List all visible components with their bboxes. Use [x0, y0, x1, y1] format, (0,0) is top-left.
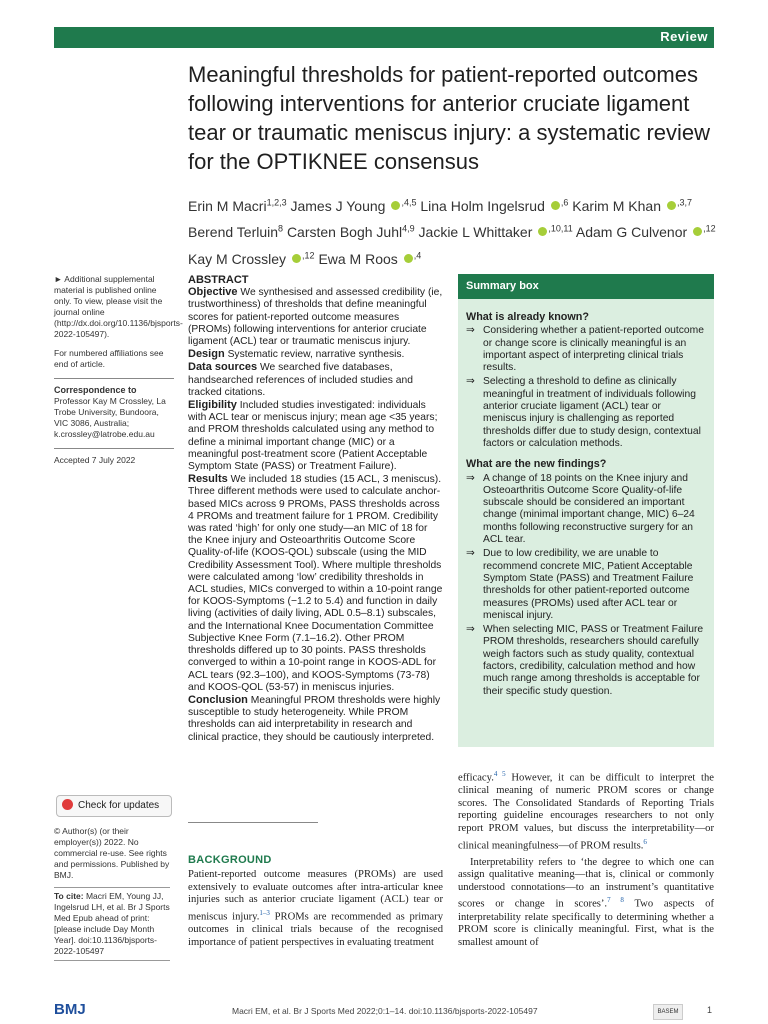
abstract: [188, 274, 443, 744]
right-p2a: Interpretability refers to ‘the degree to which one can assign qualitative meaning—that is, clinical or commonly understood connotations—to an instrument’s quantitative scores or change in scores’.: [458, 856, 714, 910]
background-p1: Patient-reported outcome measures (PROMs) are used extensively to evaluate outcomes after intra-articular knee injuries such as anterior cruciate ligament (ACL) tear or meniscus injury.: [188, 869, 443, 923]
author-entry: [290, 198, 416, 214]
author-affiliation: ,12: [703, 223, 716, 234]
check-updates-button[interactable]: [56, 795, 172, 817]
page-number: 1: [707, 1005, 713, 1015]
copyright-note: © Author(s) (or their employer(s)) 2022. No commercial re-use. See rights and permissions. Published by BMJ.: [54, 826, 170, 880]
background-text: [188, 869, 443, 949]
author-entry: [318, 251, 421, 267]
author-entry: [188, 198, 287, 214]
author-affiliation: ,4: [413, 250, 422, 261]
section-bar: [54, 27, 714, 48]
check-updates-label: Check for updates: [78, 800, 160, 811]
orcid-icon[interactable]: [551, 201, 560, 210]
author-affiliation: ,4,5: [401, 197, 417, 207]
supplemental-note: ► Additional supplemental material is published online only. To view, please visit the journal online (http://dx.doi.org/10.1136/bjsports-2022-105497).: [54, 274, 183, 339]
cite-text: Macri EM, Young JJ, Ingelsrud LH, et al. Br J Sports Med Epub ahead of print: [please include Day Month Year]. doi:10.1136/bjsports-2022-105497: [54, 891, 170, 956]
background-heading: BACKGROUND: [188, 854, 272, 866]
sidebar: [54, 274, 183, 474]
objective-text: We synthesised and assessed credibility (ie, trustworthiness) of thresholds that define meaningful scores for patient-reported outcome measures (PROMs) following interventions for anterior cruciate ligament (ACL) tear or traumatic meniscus injury.: [188, 287, 443, 348]
right-p1a: efficacy.: [458, 772, 494, 784]
orcid-icon[interactable]: [538, 227, 547, 236]
author-name: Ewa M Roos: [318, 250, 398, 267]
known-heading: What is already known?: [466, 311, 589, 323]
crossmark-icon: [62, 799, 73, 810]
right-p2b: Two aspects of interpretability relate specifically to determining whether a PROM score is clinically meaningful. First, what is the smallest amount of: [458, 898, 714, 948]
cite-heading: To cite:: [54, 891, 84, 901]
results-text: We included 18 studies (15 ACL, 3 meniscus). Three different methods were used to calculate anchor-based MICs across 9 PROMs, PASS thresholds across 4 PROMs and treatment failure for 1 PROM. Credibility was rated ‘high’ for only one study—an MIC of 18 for the Knee injury and Osteoarthritis Outcome Score Quality-of-life (KOOS-QOL) subscale (using the MID Credibility Assessment Tool). Where multiple thresholds were calculated among ‘low’ credibility thresholds in ACL studies, MICs converged to within a 10-point range for KOOS-Symptoms (−1.2 to 5.4) and function in daily living (activities of daily living, ADL 0.5–8.1) subscales, and the International Knee Documentation Committee Subjective Knee Form (7.1–16.2). Other PROM thresholds differed up to 30 points. PASS thresholds converged to within a 10-point range in KOOS-ADL for ACL tears (92.3–100), and KOOS-Symptoms (73-78) and KOOS-QOL (53-57) in meniscus injuries.: [188, 474, 443, 693]
list-item: ⇒ Selecting a threshold to define as clinically meaningful in treatment of individuals following anterior cruciate ligament (ACL) tear or meniscus injury is challenging as reported thresholds differ due to study design, contextual factors or calculation methods.: [466, 376, 706, 450]
new-heading: What are the new findings?: [466, 458, 607, 471]
orcid-icon[interactable]: [667, 201, 676, 210]
cite-box: [54, 887, 170, 961]
summary-box: [458, 274, 714, 747]
author-entry: [287, 224, 415, 240]
reference-link[interactable]: 7 8: [607, 896, 624, 905]
sidebar-divider: [54, 448, 174, 449]
list-item: ⇒ A change of 18 points on the Knee injury and Osteoarthritis Outcome Score Quality-of-life subscale should be considered an important change (minimal important change, MIC) 6–24 months following reconstructive surgery for an ACL tear.: [466, 473, 706, 547]
author-name: Carsten Bogh Juhl: [286, 224, 403, 241]
reference-link[interactable]: 6: [643, 837, 647, 846]
orcid-icon[interactable]: [404, 254, 413, 263]
author-name: Karim M Khan: [572, 197, 661, 214]
sources-text: We searched five databases, handsearched references of included studies and tracked citations.: [188, 362, 413, 398]
summary-heading: Summary box: [458, 274, 714, 299]
article-title: Meaningful thresholds for patient-reported outcomes following interventions for anterior cruciate ligament tear or traumatic meniscus injury: a systematic review for the OPTIKNEE consensus: [188, 62, 711, 174]
author-affiliation: ,3,7: [676, 197, 692, 207]
sidebar-divider: [54, 378, 174, 379]
sources-label: Data sources: [188, 361, 258, 374]
author-name: Berend Terluin: [188, 224, 279, 241]
orcid-icon[interactable]: [693, 227, 702, 236]
author-affiliation: 1,2,3: [266, 197, 287, 207]
author-entry: [420, 198, 568, 214]
author-affiliation: 8: [278, 223, 284, 234]
author-affiliation: ,12: [302, 250, 315, 261]
right-p1b: However, it can be difficult to interpret the clinical meaning of numeric PROM scores or change scores. The Consolidated Standards of Reporting Trials reporting guideline encourages researchers to not only report PROM values, but discuss the interpretability—or clinical meaningfulness—of PROM results.: [458, 772, 714, 852]
footer-citation: Macri EM, et al. Br J Sports Med 2022;0:1–14. doi:10.1136/bjsports-2022-105497: [232, 1006, 538, 1016]
reference-link[interactable]: 4 5: [493, 770, 506, 778]
author-entry: [572, 198, 692, 214]
section-label: Review: [660, 29, 708, 44]
author-entry: [419, 224, 573, 240]
conclusion-text: Meaningful PROM thresholds were highly susceptible to study heterogeneity. While PROM thresholds can aid interpretability in research and clinical practice, they should be cautiously interpreted.: [188, 694, 441, 743]
list-item: ⇒ Due to low credibility, we are unable to recommend concrete MIC, Patient Acceptable Symptom State (PASS) and Treatment Failure thresholds for other patient-reported outcome measures (PROMs) used after ACL tear or meniscal injury.: [466, 548, 706, 622]
orcid-icon[interactable]: [292, 254, 301, 263]
author-affiliation: ,10,11: [548, 223, 573, 234]
list-item: ⇒ Considering whether a patient-reported outcome or change score is clinically meaningful is an important aspect of interpreting clinical trials results.: [466, 325, 706, 374]
eligibility-text: Included studies investigated: individuals with ACL tear or meniscus injury; mean age <35 years; and PROM thresholds calculated using any method to define a minimal important change (MIC) or a meaningful post-treatment score (Patient Acceptable Symptom State (PASS) or Treatment Failure).: [188, 400, 438, 473]
author-entry: [188, 251, 315, 267]
correspondence-heading: Correspondence to: [54, 385, 137, 395]
author-affiliation: ,6: [560, 197, 569, 207]
design-text: Systematic review, narrative synthesis.: [227, 349, 405, 361]
author-entry: [576, 224, 716, 240]
author-name: Adam G Culvenor: [575, 224, 688, 241]
accepted-date: Accepted 7 July 2022: [54, 455, 136, 465]
author-entry: [188, 224, 283, 240]
author-name: Erin M Macri: [188, 197, 267, 214]
results-label: Results: [188, 473, 228, 486]
author-name: Kay M Crossley: [188, 250, 287, 267]
bmj-logo: BMJ: [54, 1001, 86, 1018]
abstract-heading: ABSTRACT: [188, 274, 249, 286]
affiliations-note: For numbered affiliations see end of article.: [54, 348, 164, 369]
background-p1b: PROMs are recommended as primary outcomes in clinical trials because of the recognised importance of patient perspectives in evaluating treatment: [188, 911, 443, 948]
orcid-icon[interactable]: [391, 201, 400, 210]
objective-label: Objective: [188, 286, 238, 299]
new-list: [466, 473, 706, 698]
conclusion-label: Conclusion: [188, 693, 248, 706]
list-item: ⇒ When selecting MIC, PASS or Treatment Failure PROM thresholds, researchers should carefully weigh factors such as study quality, contextual factors, credibility, calculation method and how much range among thresholds is acceptable for their specific study question.: [466, 624, 706, 698]
author-name: James J Young: [290, 197, 386, 214]
author-name: Jackie L Whittaker: [418, 224, 533, 241]
author-affiliation: 4,9: [402, 223, 415, 234]
eligibility-label: Eligibility: [188, 399, 237, 412]
author-name: Lina Holm Ingelsrud: [420, 197, 545, 214]
known-list: [466, 325, 706, 450]
correspondence-text: Professor Kay M Crossley, La Trobe University, Bundoora, VIC 3086, Australia; k.crossley@latrobe.edu.au: [54, 396, 166, 439]
reference-link[interactable]: 1–3: [259, 908, 270, 917]
basem-logo: BASEM: [653, 1004, 683, 1020]
right-column-text: [458, 768, 714, 953]
author-list: [188, 191, 728, 271]
abstract-divider: [188, 822, 318, 823]
design-label: Design: [188, 348, 225, 361]
